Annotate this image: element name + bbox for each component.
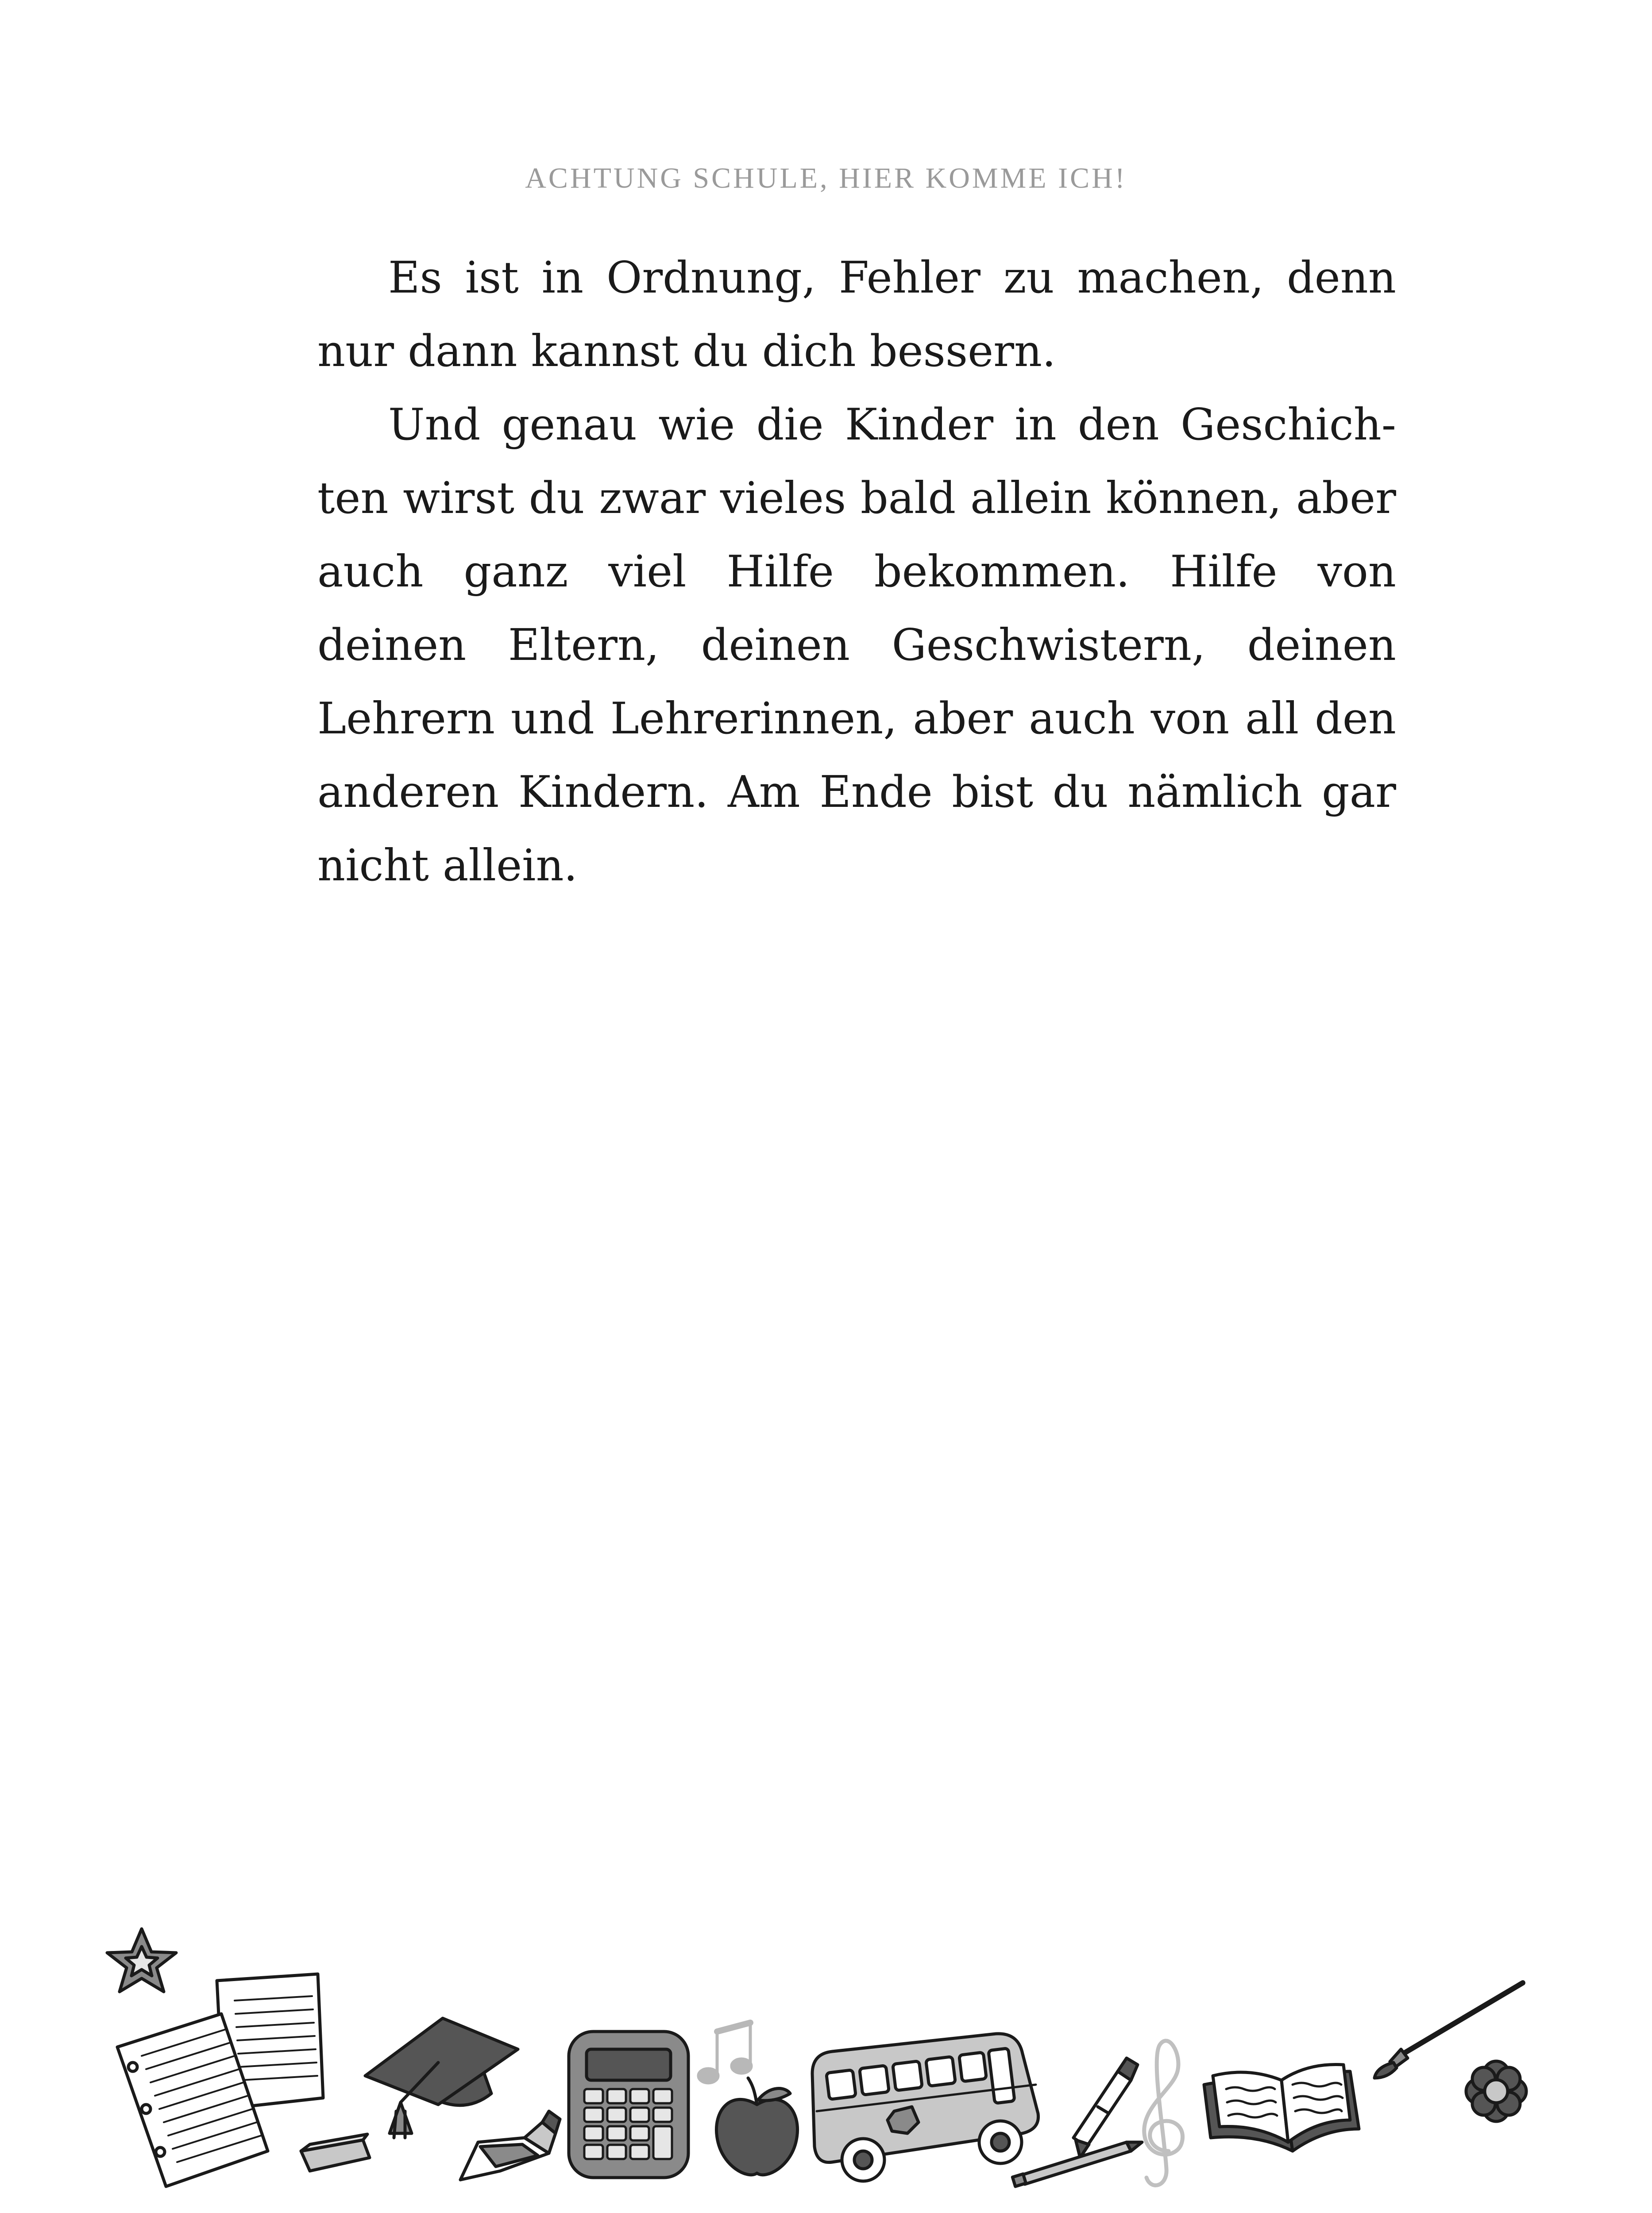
school-bus-icon xyxy=(812,2034,1038,2181)
eraser-icon xyxy=(301,2134,370,2171)
school-supplies-illustration xyxy=(0,1903,1652,2213)
running-header: ACHTUNG SCHULE, HIER KOMME ICH! xyxy=(525,162,1127,194)
star-icon xyxy=(107,1929,176,1992)
open-book-icon xyxy=(1204,2064,1359,2151)
apple-icon xyxy=(716,2078,797,2175)
graduation-cap-icon xyxy=(365,2018,518,2138)
flower-icon xyxy=(1466,2061,1526,2121)
paragraph-2: Und genau wie die Kinder in den Geschichten wirst du zwar vieles bald allein können, aber auch ganz viel Hilfe bekommen. Hilfe von deinen Eltern, deinen Geschwistern, deinen Lehrern und Lehrerinnen, aber auch von all den anderen Kindern. Am Ende bist du nämlich gar nicht allein. xyxy=(317,400,1396,891)
paint-tube-icon xyxy=(460,2111,560,2180)
notebook-paper-icon xyxy=(117,1974,323,2186)
paragraph-1: Es ist in Ordnung, Fehler zu machen, denn nur dann kannst du dich bessern. xyxy=(317,253,1396,377)
calculator-icon xyxy=(569,2032,688,2178)
body-text xyxy=(317,241,1396,902)
music-note-icon xyxy=(699,2023,751,2083)
treble-clef-icon xyxy=(1144,2041,1183,2186)
